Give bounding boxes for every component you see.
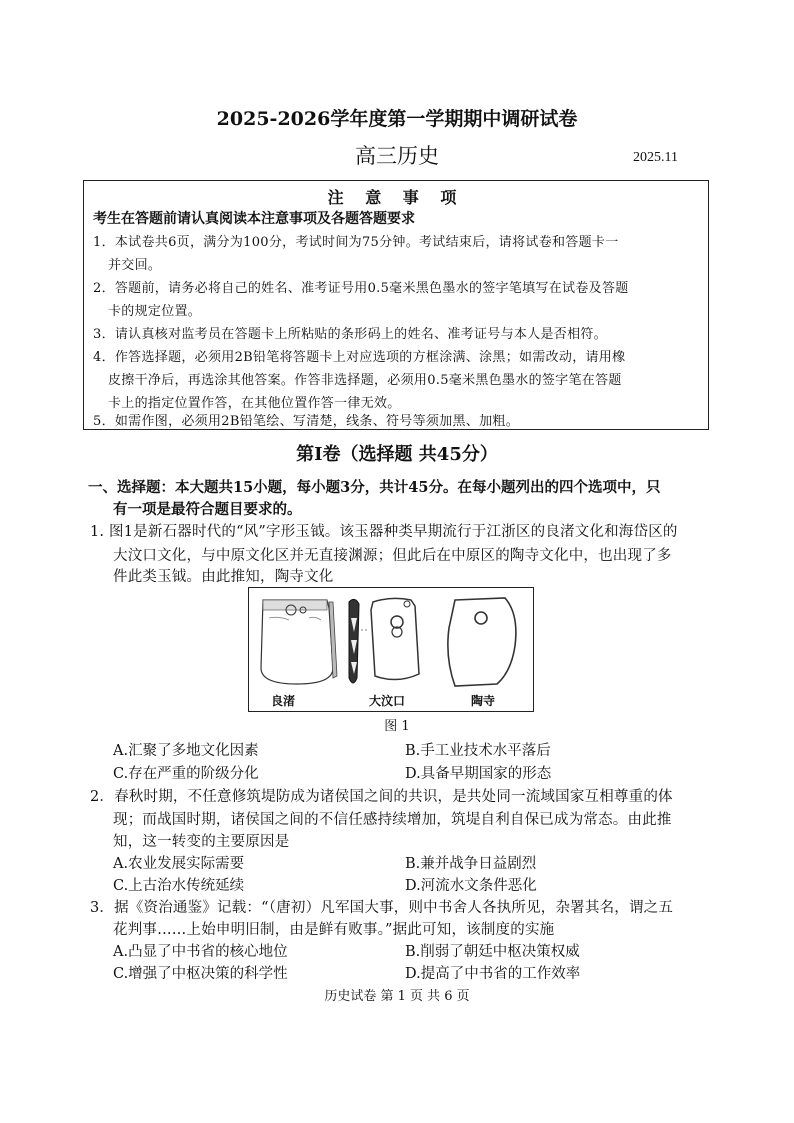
question-1-text: 大汶口文化，与中原文化区并无直接渊源；但此后在中原区的陶寺文化中，也出现了多 [113,548,672,564]
exam-date: 2025.11 [633,150,678,165]
taosi-axe-image [448,598,516,686]
figure-caption: 图 1 [384,719,410,734]
notice-title: 注 意 事 项 [327,188,465,207]
question-2-option-d[interactable]: D.河流水文条件恶化 [405,878,537,894]
notice-subtitle: 考生在答题前请认真阅读本注意事项及各题答题要求 [93,211,415,227]
notice-line: 1．本试卷共6页，满分为100分，考试时间为75分钟。考试结束后，请将试卷和答题卡一 [93,235,619,250]
figure-label-dawenkou: 大汶口 [369,694,406,708]
question-3-text: 3．据《资治通鉴》记载：“（唐初）凡军国大事，则中书舍人各执所见，杂署其名，谓之五 [90,900,674,916]
exam-subject: 高三历史 [355,144,439,168]
question-2-option-a[interactable]: A.农业发展实际需要 [113,856,245,872]
question-1-option-a[interactable]: A.汇聚了多地文化因素 [113,743,259,759]
liangzhu-axe-image [261,600,337,684]
question-3-option-b[interactable]: B.削弱了朝廷中枢决策权威 [405,944,580,960]
question-1-option-b[interactable]: B.手工业技术水平落后 [405,743,551,759]
question-2-text: 现；而战国时期，诸侯国之间的不信任感持续增加，筑堤自利自保已成为常态。由此推 [113,812,672,828]
question-1-option-c[interactable]: C.存在严重的阶级分化 [113,766,259,782]
exam-title: 2025-2026学年度第一学期期中调研试卷 [216,108,578,130]
question-3-option-c[interactable]: C.增强了中枢决策的科学性 [113,966,288,982]
notice-line: 4．作答选择题，必须用2B铅笔将答题卡上对应选项的方框涂满、涂黑；如需改动，请用橡 [93,350,626,365]
question-3-option-a[interactable]: A.凸显了中书省的核心地位 [113,944,288,960]
question-2-option-b[interactable]: B.兼并战争日益剧烈 [405,856,537,872]
page-footer: 历史试卷 第 1 页 共 6 页 [324,989,470,1004]
notice-line: 并交回。 [108,258,162,273]
notice-line: 卡的规定位置。 [108,304,202,319]
section-title: 第I卷（选择题 共45分） [296,444,498,465]
question-2-option-c[interactable]: C.上古治水传统延续 [113,878,245,894]
question-2-text: 知，这一转变的主要原因是 [113,834,290,850]
question-1-option-d[interactable]: D.具备早期国家的形态 [405,766,552,782]
notice-line: 5．如需作图，必须用2B铅笔绘、写清楚，线条、符号等须加黑、加粗。 [93,414,519,429]
figure-label-liangzhu: 良渚 [271,694,296,708]
section-instruction: 一、选择题：本大题共15小题，每小题3分，共计45分。在每小题列出的四个选项中，只 [88,479,661,496]
notice-line: 皮擦干净后，再选涂其他答案。作答非选择题，必须用0.5毫米黑色墨水的签字笔在答题 [108,373,622,388]
notice-line: 2．答题前，请务必将自己的姓名、准考证号用0.5毫米黑色墨水的签字笔填写在试卷及答题 [93,281,629,296]
figure-label-taosi: 陶寺 [471,694,496,708]
notice-line: 卡上的指定位置作答，在其他位置作答一律无效。 [108,396,401,411]
notice-line: 3．请认真核对监考员在答题卡上所粘贴的条形码上的姓名、准考证号与本人是否相符。 [93,327,607,342]
question-3-option-d[interactable]: D.提高了中书省的工作效率 [405,966,581,982]
dawenkou-axe-image [349,598,419,683]
figure-1-jade-axes [248,587,534,712]
section-instruction: 有一项是最符合题目要求的。 [113,501,302,518]
question-1-text: 1. 图1是新石器时代的“风”字形玉钺。该玉器种类早期流行于江浙区的良渚文化和海岱区的 [90,524,678,540]
question-1-text: 件此类玉钺。由此推知，陶寺文化 [113,569,334,585]
question-3-text: 花判事……上始申明旧制，由是鲜有败事。”据此可知，该制度的实施 [113,922,555,938]
notice-box [83,180,709,430]
question-2-text: 2．春秋时期，不任意修筑堤防成为诸侯国之间的共识，是共处同一流域国家互相尊重的体 [90,789,673,805]
